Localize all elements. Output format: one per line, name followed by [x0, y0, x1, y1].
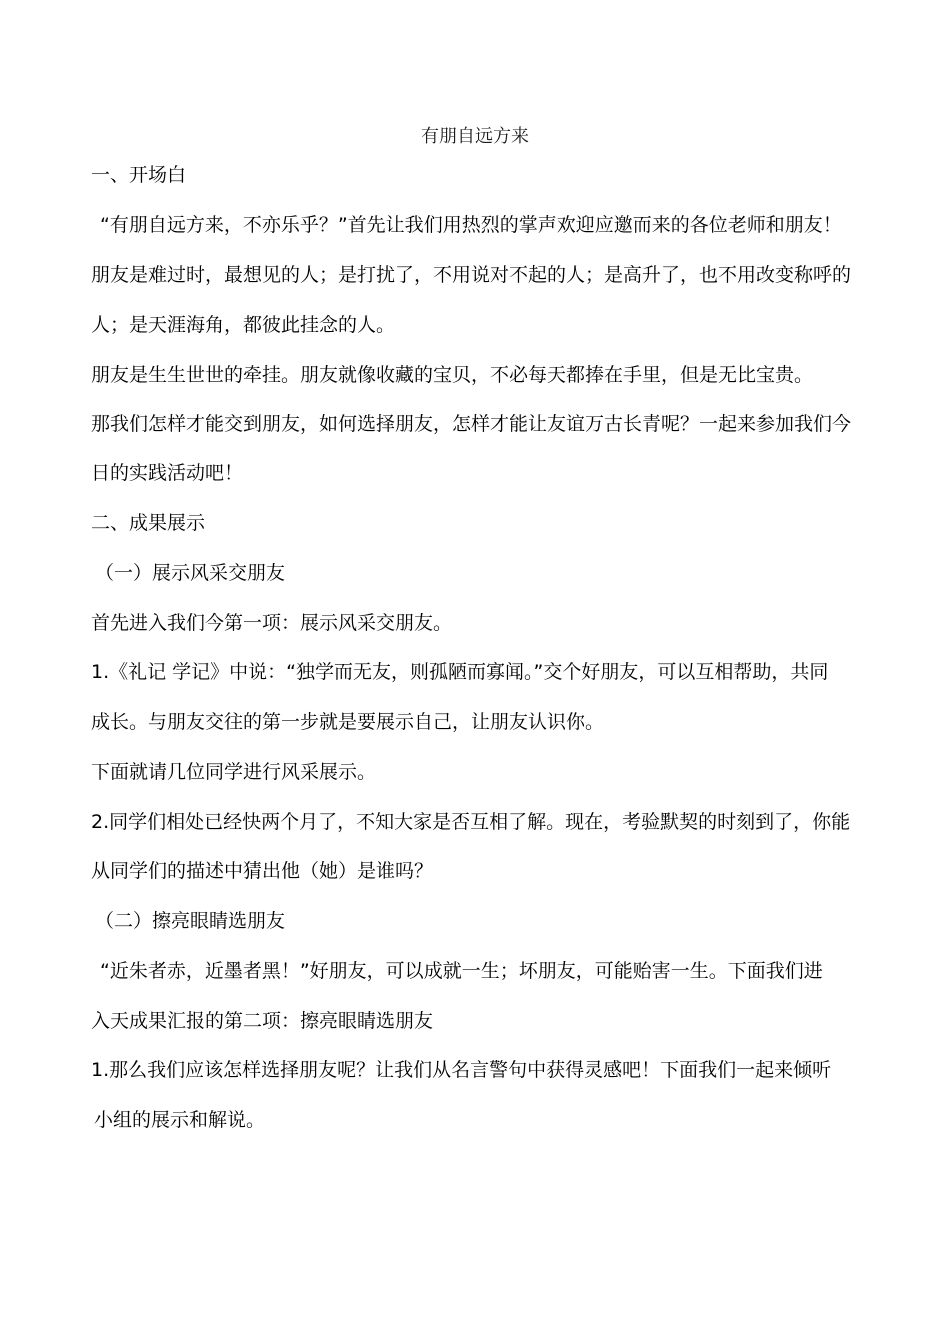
paragraph-line: 小组的展示和解说。 [94, 1109, 266, 1131]
paragraph-line: 2.同学们相处已经快两个月了，不知大家是否互相了解。现在，考验默契的时刻到了，你能 [91, 811, 851, 833]
section-heading-opening: 一、开场白 [91, 164, 187, 186]
paragraph-line: 入天成果汇报的第二项：擦亮眼睛选朋友 [91, 1010, 434, 1032]
subsection-heading: （一）展示风采交朋友 [95, 562, 286, 584]
document-title: 有朋自远方来 [421, 126, 529, 147]
paragraph-line: “有朋自远方来，不亦乐乎？”首先让我们用热烈的掌声欢迎应邀而来的各位老师和朋友！ [100, 214, 842, 236]
paragraph-line: 那我们怎样才能交到朋友，如何选择朋友，怎样才能让友谊万古长青呢？一起来参加我们今 [91, 413, 852, 435]
paragraph-line: 人；是天涯海角，都彼此挂念的人。 [91, 314, 396, 336]
subsection-heading: （二）擦亮眼睛选朋友 [95, 910, 286, 932]
paragraph-line: 下面就请几位同学进行风采展示。 [91, 761, 377, 783]
paragraph-line: 朋友是生生世世的牵挂。朋友就像收藏的宝贝，不必每天都捧在手里，但是无比宝贵。 [91, 364, 814, 386]
paragraph-line: 从同学们的描述中猜出他（她）是谁吗？ [91, 860, 434, 882]
paragraph-line: “近朱者赤，近墨者黑！”好朋友，可以成就一生；坏朋友，可能贻害一生。下面我们进 [100, 960, 823, 982]
paragraph-line: 朋友是难过时，最想见的人；是打扰了，不用说对不起的人；是高升了，也不用改变称呼的 [91, 264, 852, 286]
section-heading-results: 二、成果展示 [91, 512, 206, 534]
paragraph-line: 首先进入我们今第一项：展示风采交朋友。 [91, 612, 453, 634]
paragraph-line: 1.《礼记 学记》中说：“独学而无友，则孤陋而寡闻。”交个好朋友，可以互相帮助，共同 [91, 661, 829, 683]
paragraph-line: 1.那么我们应该怎样选择朋友呢？让我们从名言警句中获得灵感吧！下面我们一起来倾听 [91, 1059, 832, 1081]
paragraph-line: 日的实践活动吧！ [91, 462, 244, 484]
paragraph-line: 成长。与朋友交往的第一步就是要展示自己，让朋友认识你。 [91, 711, 605, 733]
